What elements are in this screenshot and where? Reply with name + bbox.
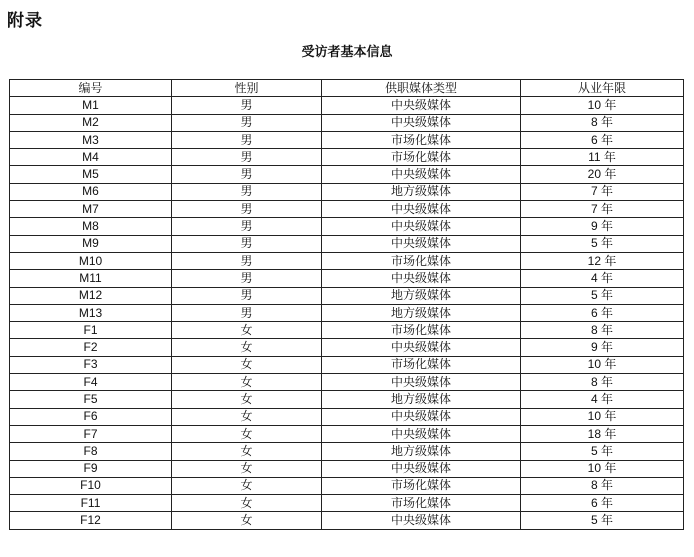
cell-years: 5 年 — [521, 512, 684, 529]
cell-id: M7 — [10, 201, 172, 218]
cell-id: M3 — [10, 131, 172, 148]
cell-years: 8 年 — [521, 477, 684, 494]
cell-media-type: 地方级媒体 — [322, 391, 521, 408]
table-row — [10, 425, 684, 442]
cell-years: 9 年 — [521, 218, 684, 235]
table-row — [10, 131, 684, 148]
cell-gender: 男 — [172, 183, 322, 200]
cell-media-type: 市场化媒体 — [322, 356, 521, 373]
cell-years: 7 年 — [521, 183, 684, 200]
cell-years: 6 年 — [521, 304, 684, 321]
cell-id: M1 — [10, 97, 172, 114]
cell-media-type: 地方级媒体 — [322, 304, 521, 321]
table-row — [10, 218, 684, 235]
cell-id: M5 — [10, 166, 172, 183]
cell-media-type: 市场化媒体 — [322, 131, 521, 148]
cell-id: F6 — [10, 408, 172, 425]
cell-id: F3 — [10, 356, 172, 373]
cell-years: 8 年 — [521, 374, 684, 391]
cell-media-type: 中央级媒体 — [322, 512, 521, 529]
table-row — [10, 391, 684, 408]
cell-gender: 女 — [172, 512, 322, 529]
cell-gender: 男 — [172, 252, 322, 269]
cell-gender: 男 — [172, 287, 322, 304]
cell-media-type: 中央级媒体 — [322, 408, 521, 425]
cell-media-type: 市场化媒体 — [322, 252, 521, 269]
cell-media-type: 市场化媒体 — [322, 322, 521, 339]
cell-gender: 男 — [172, 270, 322, 287]
cell-id: M4 — [10, 149, 172, 166]
cell-media-type: 市场化媒体 — [322, 477, 521, 494]
cell-gender: 男 — [172, 131, 322, 148]
cell-years: 12 年 — [521, 252, 684, 269]
cell-years: 10 年 — [521, 460, 684, 477]
cell-years: 9 年 — [521, 339, 684, 356]
cell-media-type: 市场化媒体 — [322, 149, 521, 166]
cell-media-type: 中央级媒体 — [322, 218, 521, 235]
cell-id: M12 — [10, 287, 172, 304]
cell-gender: 女 — [172, 374, 322, 391]
cell-years: 5 年 — [521, 287, 684, 304]
table-row — [10, 374, 684, 391]
cell-gender: 男 — [172, 114, 322, 131]
cell-id: M9 — [10, 235, 172, 252]
table-row — [10, 443, 684, 460]
header-years: 从业年限 — [521, 80, 684, 97]
cell-years: 10 年 — [521, 97, 684, 114]
table-header-row — [10, 80, 684, 97]
table-row — [10, 304, 684, 321]
table-row — [10, 287, 684, 304]
cell-id: F7 — [10, 425, 172, 442]
cell-gender: 男 — [172, 218, 322, 235]
table-row — [10, 460, 684, 477]
cell-years: 10 年 — [521, 408, 684, 425]
cell-media-type: 中央级媒体 — [322, 339, 521, 356]
cell-media-type: 地方级媒体 — [322, 443, 521, 460]
cell-media-type: 市场化媒体 — [322, 495, 521, 512]
cell-gender: 女 — [172, 460, 322, 477]
cell-years: 8 年 — [521, 322, 684, 339]
table-row — [10, 149, 684, 166]
cell-media-type: 中央级媒体 — [322, 97, 521, 114]
header-media-type: 供职媒体类型 — [322, 80, 521, 97]
header-gender: 性别 — [172, 80, 322, 97]
table-row — [10, 201, 684, 218]
cell-gender: 女 — [172, 425, 322, 442]
cell-media-type: 中央级媒体 — [322, 166, 521, 183]
cell-media-type: 中央级媒体 — [322, 460, 521, 477]
table-row — [10, 166, 684, 183]
cell-gender: 男 — [172, 235, 322, 252]
cell-years: 10 年 — [521, 356, 684, 373]
cell-years: 7 年 — [521, 201, 684, 218]
cell-gender: 女 — [172, 356, 322, 373]
cell-gender: 男 — [172, 97, 322, 114]
cell-years: 4 年 — [521, 270, 684, 287]
section-heading: 附录 — [7, 11, 43, 31]
cell-id: F12 — [10, 512, 172, 529]
table-row — [10, 322, 684, 339]
cell-years: 8 年 — [521, 114, 684, 131]
cell-years: 5 年 — [521, 235, 684, 252]
table-row — [10, 356, 684, 373]
table-row — [10, 339, 684, 356]
cell-years: 6 年 — [521, 495, 684, 512]
table-row — [10, 408, 684, 425]
cell-id: M11 — [10, 270, 172, 287]
cell-gender: 女 — [172, 443, 322, 460]
cell-id: M2 — [10, 114, 172, 131]
cell-gender: 男 — [172, 149, 322, 166]
cell-id: F4 — [10, 374, 172, 391]
cell-id: F9 — [10, 460, 172, 477]
table-row — [10, 235, 684, 252]
table-row — [10, 477, 684, 494]
cell-gender: 女 — [172, 339, 322, 356]
cell-media-type: 中央级媒体 — [322, 425, 521, 442]
cell-gender: 男 — [172, 166, 322, 183]
table-row — [10, 495, 684, 512]
cell-years: 4 年 — [521, 391, 684, 408]
cell-gender: 女 — [172, 391, 322, 408]
cell-years: 18 年 — [521, 425, 684, 442]
cell-media-type: 地方级媒体 — [322, 287, 521, 304]
table-body — [10, 97, 684, 529]
cell-media-type: 中央级媒体 — [322, 374, 521, 391]
table-row — [10, 252, 684, 269]
cell-years: 11 年 — [521, 149, 684, 166]
cell-years: 20 年 — [521, 166, 684, 183]
cell-media-type: 中央级媒体 — [322, 201, 521, 218]
table-row — [10, 183, 684, 200]
table-row — [10, 512, 684, 529]
cell-id: F1 — [10, 322, 172, 339]
cell-media-type: 地方级媒体 — [322, 183, 521, 200]
cell-id: M6 — [10, 183, 172, 200]
cell-years: 5 年 — [521, 443, 684, 460]
header-id: 编号 — [10, 80, 172, 97]
table-row — [10, 114, 684, 131]
cell-gender: 女 — [172, 322, 322, 339]
cell-gender: 女 — [172, 477, 322, 494]
cell-gender: 女 — [172, 495, 322, 512]
cell-media-type: 中央级媒体 — [322, 270, 521, 287]
table-caption: 受访者基本信息 — [301, 45, 393, 60]
respondent-info-table — [9, 79, 684, 530]
cell-id: M8 — [10, 218, 172, 235]
cell-media-type: 中央级媒体 — [322, 235, 521, 252]
cell-id: F8 — [10, 443, 172, 460]
cell-gender: 男 — [172, 201, 322, 218]
cell-id: F11 — [10, 495, 172, 512]
cell-years: 6 年 — [521, 131, 684, 148]
cell-id: F5 — [10, 391, 172, 408]
table-row — [10, 270, 684, 287]
cell-id: F2 — [10, 339, 172, 356]
table-row — [10, 97, 684, 114]
cell-gender: 女 — [172, 408, 322, 425]
cell-id: F10 — [10, 477, 172, 494]
cell-id: M13 — [10, 304, 172, 321]
cell-media-type: 中央级媒体 — [322, 114, 521, 131]
cell-gender: 男 — [172, 304, 322, 321]
cell-id: M10 — [10, 252, 172, 269]
